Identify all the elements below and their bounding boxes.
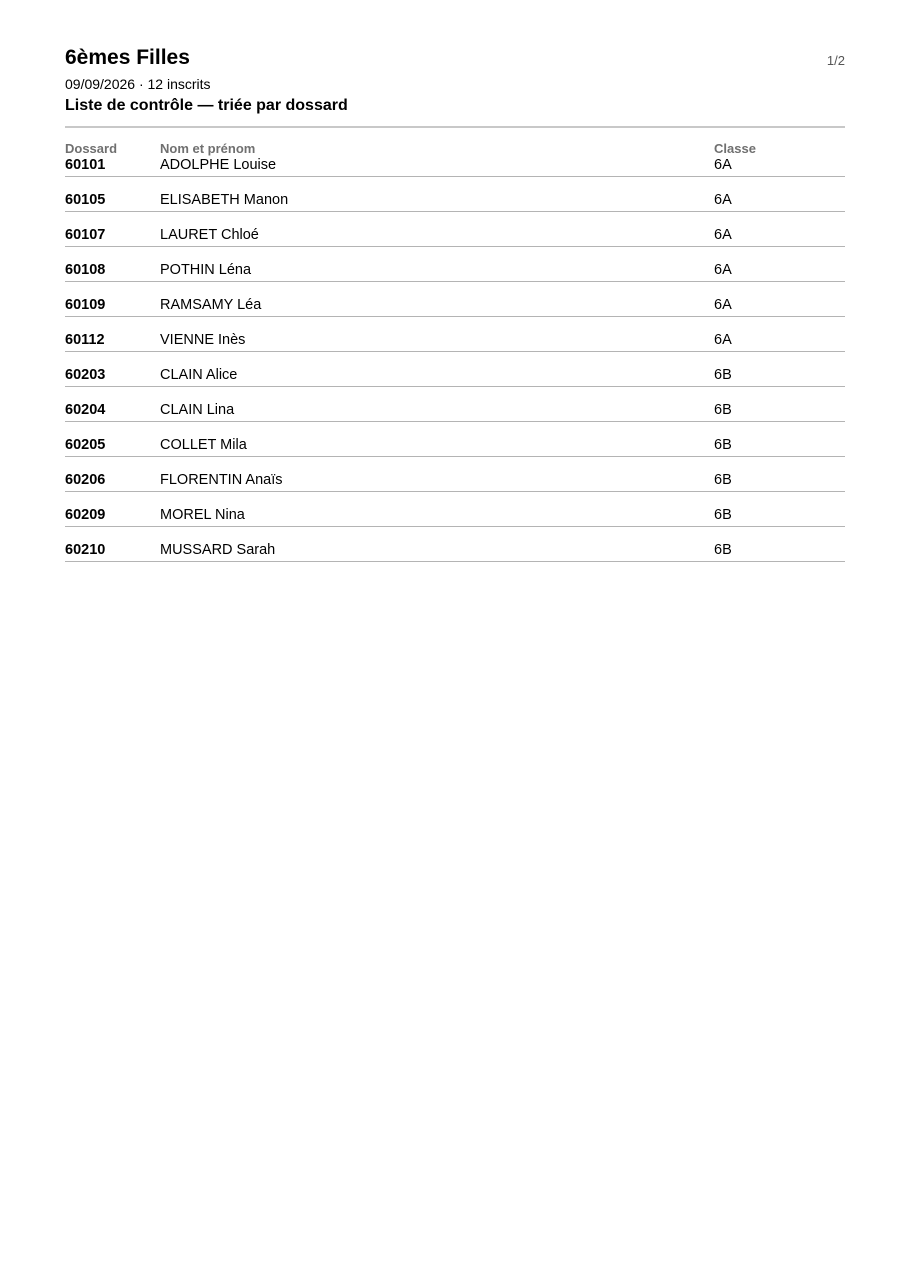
bib-number: 60206 bbox=[65, 457, 160, 492]
participant-class: 6B bbox=[714, 457, 845, 492]
table-row bbox=[65, 317, 845, 352]
bib-number: 60101 bbox=[65, 157, 160, 177]
participant-class: 6A bbox=[714, 212, 845, 247]
participant-class: 6B bbox=[714, 387, 845, 422]
table-row bbox=[65, 492, 845, 527]
participant-name: CLAIN Lina bbox=[160, 387, 714, 422]
participant-name: CLAIN Alice bbox=[160, 352, 714, 387]
bib-number: 60209 bbox=[65, 492, 160, 527]
page-subtitle: 09/09/2026 · 12 inscrits bbox=[65, 76, 211, 92]
participants-table bbox=[65, 140, 845, 562]
participant-name: FLORENTIN Anaïs bbox=[160, 457, 714, 492]
participant-class: 6B bbox=[714, 422, 845, 457]
bib-number: 60210 bbox=[65, 527, 160, 562]
page-title: 6èmes Filles bbox=[65, 46, 190, 69]
table-row bbox=[65, 457, 845, 492]
bib-number: 60107 bbox=[65, 212, 160, 247]
bib-number: 60105 bbox=[65, 177, 160, 212]
table-row bbox=[65, 352, 845, 387]
table-row bbox=[65, 387, 845, 422]
participant-name: VIENNE Inès bbox=[160, 317, 714, 352]
bib-number: 60203 bbox=[65, 352, 160, 387]
participant-name: POTHIN Léna bbox=[160, 247, 714, 282]
table-row bbox=[65, 177, 845, 212]
column-header-bib: Dossard bbox=[65, 141, 118, 156]
column-header-class: Classe bbox=[714, 141, 756, 156]
table-row bbox=[65, 212, 845, 247]
participant-class: 6B bbox=[714, 527, 845, 562]
participant-name: MOREL Nina bbox=[160, 492, 714, 527]
bib-number: 60109 bbox=[65, 282, 160, 317]
column-header-name: Nom et prénom bbox=[160, 141, 256, 156]
table-row bbox=[65, 527, 845, 562]
bib-number: 60205 bbox=[65, 422, 160, 457]
participant-name: ADOLPHE Louise bbox=[160, 157, 714, 177]
page-number: 1/2 bbox=[826, 53, 845, 68]
bib-number: 60112 bbox=[65, 317, 160, 352]
participant-name: RAMSAMY Léa bbox=[160, 282, 714, 317]
table-row bbox=[65, 247, 845, 282]
header-divider bbox=[65, 126, 845, 128]
participant-class: 6A bbox=[714, 157, 845, 177]
list-title: Liste de contrôle — triée par dossard bbox=[65, 97, 348, 114]
participant-class: 6B bbox=[714, 352, 845, 387]
participant-name: COLLET Mila bbox=[160, 422, 714, 457]
participant-name: LAURET Chloé bbox=[160, 212, 714, 247]
participant-class: 6A bbox=[714, 317, 845, 352]
participant-class: 6A bbox=[714, 282, 845, 317]
participant-name: ELISABETH Manon bbox=[160, 177, 714, 212]
participant-class: 6A bbox=[714, 177, 845, 212]
bib-number: 60204 bbox=[65, 387, 160, 422]
table-header-row bbox=[65, 140, 845, 157]
bib-number: 60108 bbox=[65, 247, 160, 282]
participant-class: 6B bbox=[714, 492, 845, 527]
participant-name: MUSSARD Sarah bbox=[160, 527, 714, 562]
table-row bbox=[65, 422, 845, 457]
table-row bbox=[65, 282, 845, 317]
table-row bbox=[65, 157, 845, 177]
document-page bbox=[65, 44, 845, 562]
participant-class: 6A bbox=[714, 247, 845, 282]
